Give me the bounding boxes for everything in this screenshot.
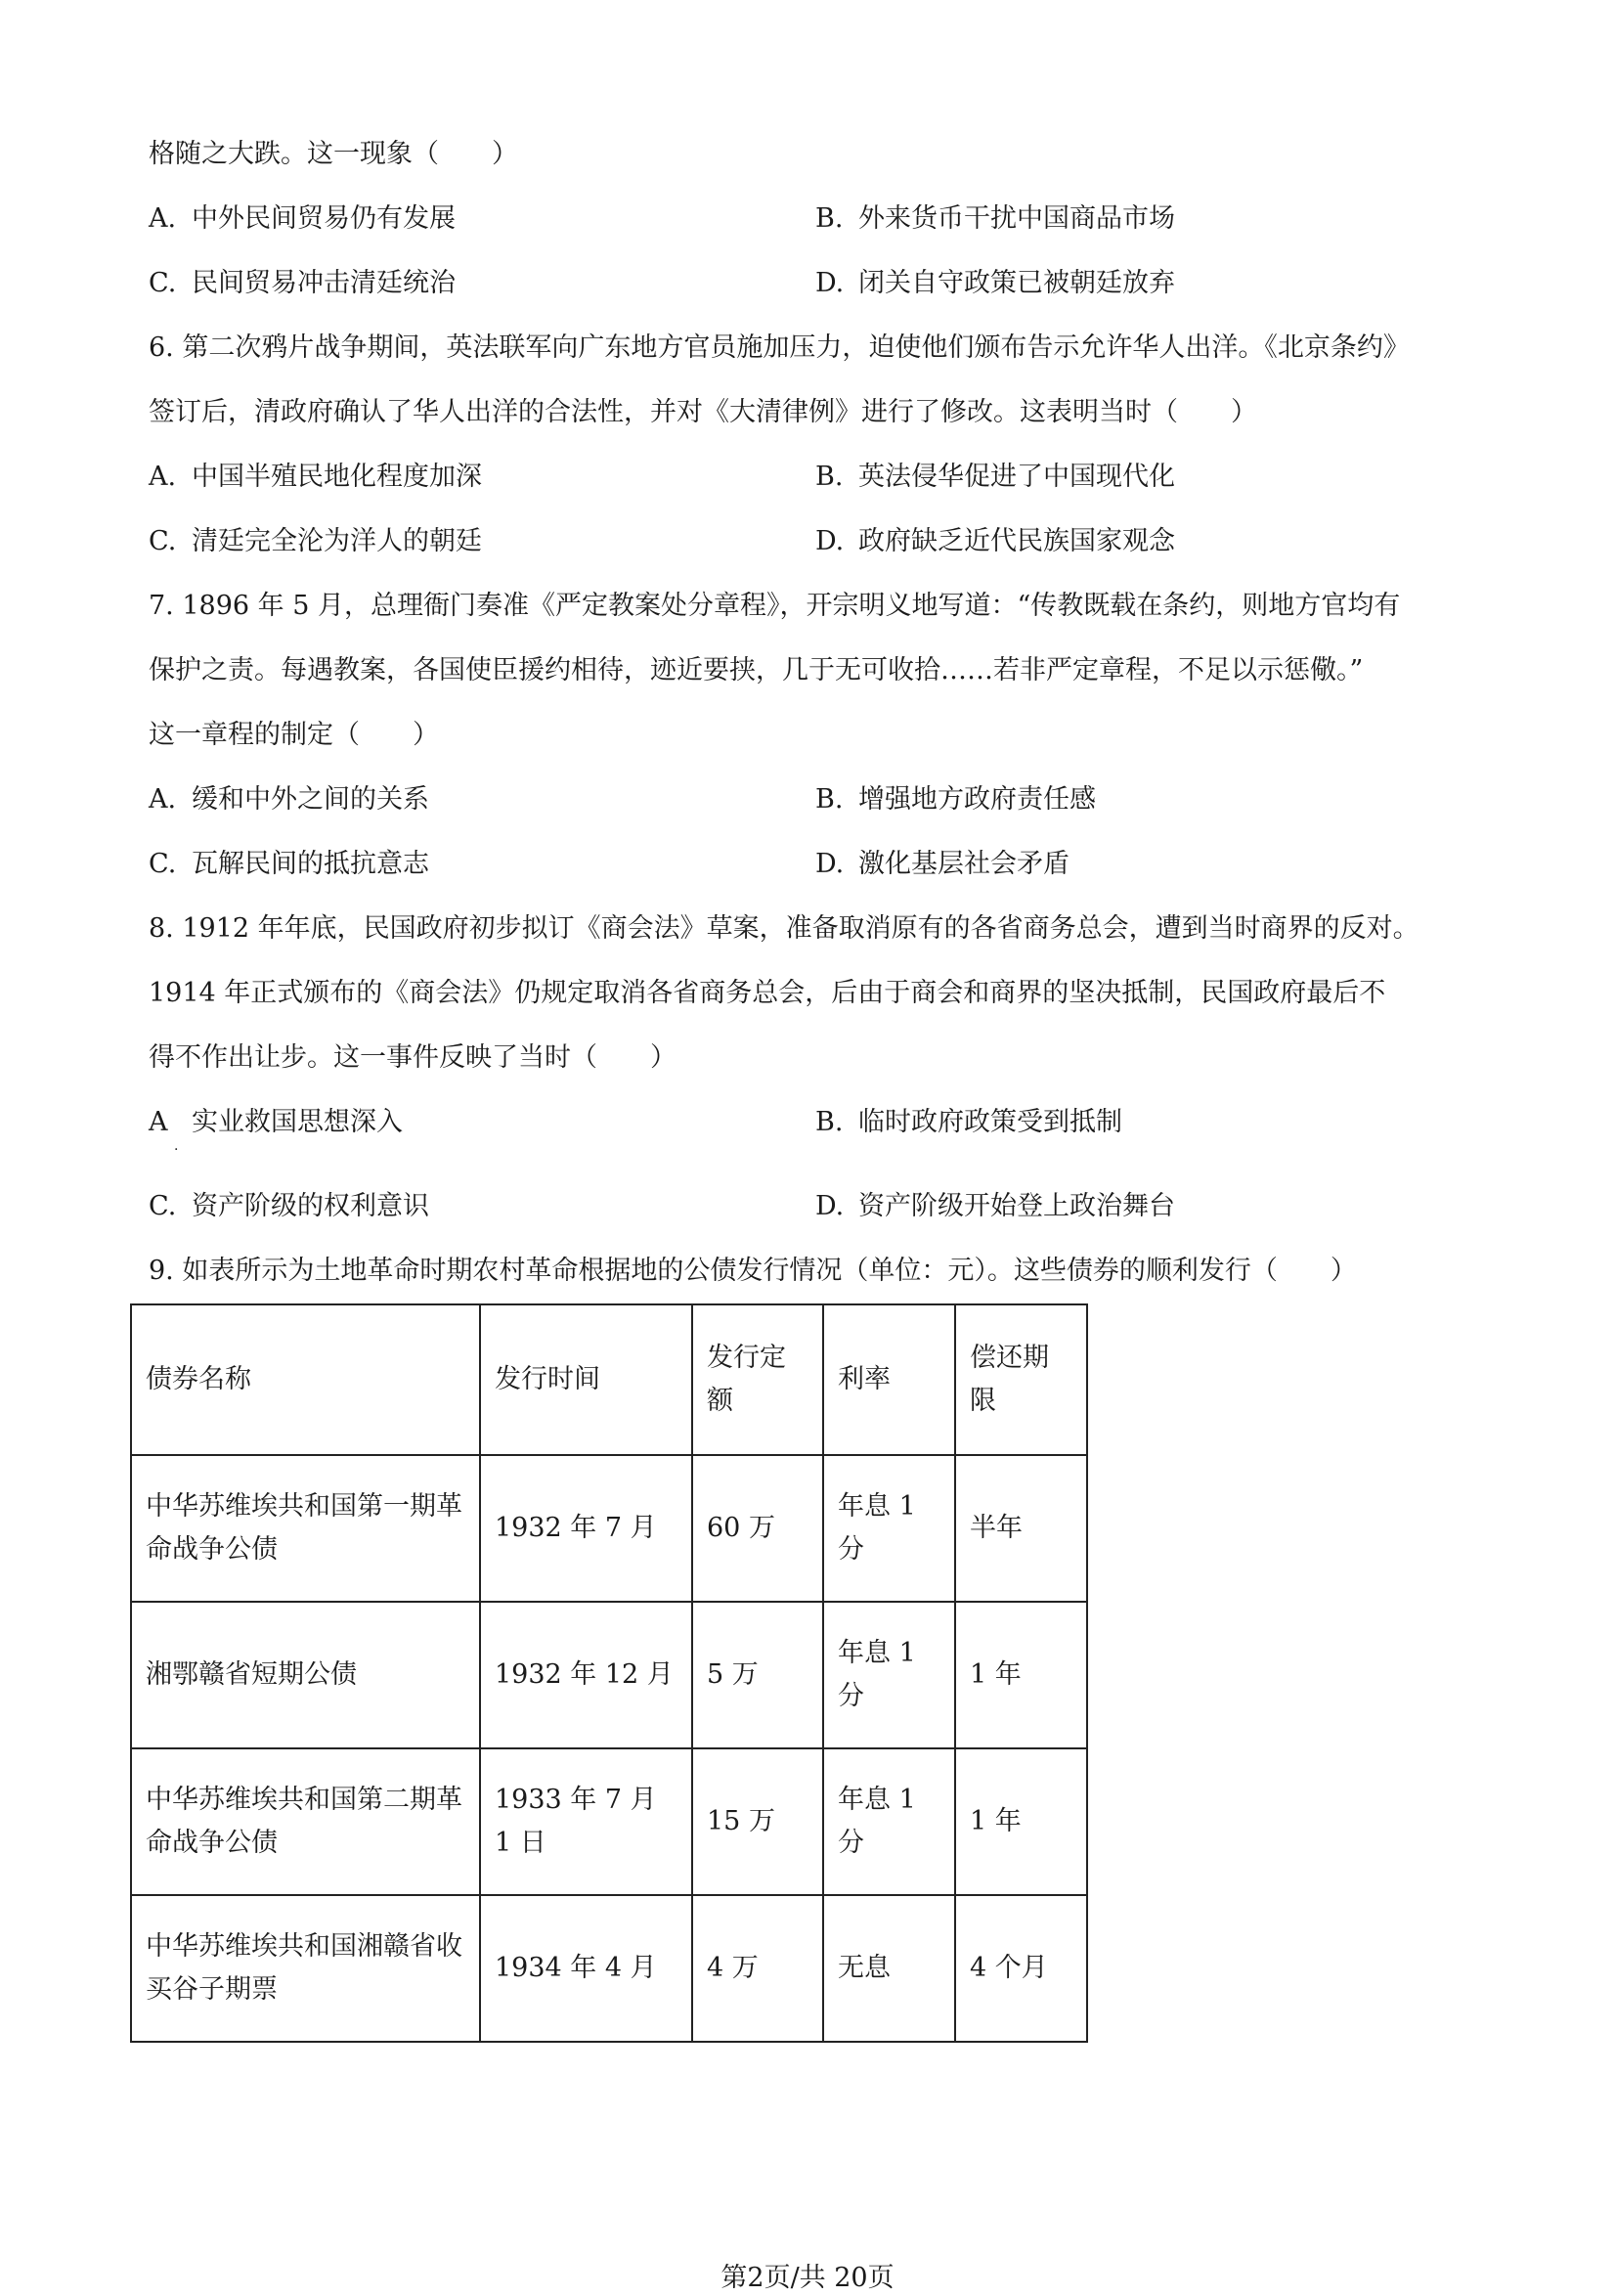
q7-stem-line-1: 7. 1896 年 5 月，总理衙门奏准《严定教案处分章程》，开宗明义地写道：“传教既载在条约，则地方官均有 (149, 591, 1401, 621)
q7-option-a: A. 缓和中外之间的关系 (149, 784, 429, 815)
q6-option-d: D. 政府缺乏近代民族国家观念 (815, 526, 1175, 556)
table-cell: 1932 年 12 月 (480, 1602, 692, 1748)
continued-question-line: 格随之大跌。这一现象（ ） (149, 139, 518, 169)
q8-option-c: C. 资产阶级的权利意识 (149, 1191, 429, 1221)
table-row (131, 1748, 1087, 1895)
table-cell: 中华苏维埃共和国第二期革命战争公债 (131, 1748, 480, 1895)
table-cell: 5 万 (692, 1602, 823, 1748)
q6-option-a: A. 中国半殖民地化程度加深 (149, 462, 482, 492)
q8-stem-line-3: 得不作出让步。这一事件反映了当时（ ） (149, 1042, 677, 1073)
q9-stem: 9. 如表所示为土地革命时期农村革命根据地的公债发行情况（单位：元）。这些债券的顺利发行（ ） (149, 1256, 1357, 1286)
q6-stem-line-1: 6. 第二次鸦片战争期间，英法联军向广东地方官员施加压力，迫使他们颁布告示允许华人出洋。《北京条约》 (149, 332, 1410, 363)
table-header-cell: 债券名称 (131, 1304, 480, 1455)
table-cell: 4 个月 (955, 1895, 1087, 2042)
table-header-cell: 偿还期限 (955, 1304, 1087, 1455)
q8-stem-line-1: 8. 1912 年年底，民国政府初步拟订《商会法》草案，准备取消原有的各省商务总会，遭到当时商界的反对。 (149, 913, 1419, 944)
table-cell: 1 年 (955, 1602, 1087, 1748)
q6-option-c: C. 清廷完全沦为洋人的朝廷 (149, 526, 482, 556)
stray-dot-mark: · (174, 1142, 179, 1158)
q8-option-d: D. 资产阶级开始登上政治舞台 (815, 1191, 1175, 1221)
table-cell: 中华苏维埃共和国湘赣省收买谷子期票 (131, 1895, 480, 2042)
q5-option-c: C. 民间贸易冲击清廷统治 (149, 268, 456, 298)
table-row (131, 1602, 1087, 1748)
q5-option-d: D. 闭关自守政策已被朝廷放弃 (815, 268, 1175, 298)
q5-option-a: A. 中外民间贸易仍有发展 (149, 203, 456, 234)
table-cell: 无息 (823, 1895, 955, 2042)
table-header-row (131, 1304, 1087, 1455)
table-cell: 1 年 (955, 1748, 1087, 1895)
table-header-cell: 发行时间 (480, 1304, 692, 1455)
table-cell: 年息 1 分 (823, 1455, 955, 1602)
table-cell: 60 万 (692, 1455, 823, 1602)
page-footer: 第2页/共 20页 (720, 2263, 895, 2293)
table-cell: 年息 1 分 (823, 1748, 955, 1895)
table-header-cell: 发行定额 (692, 1304, 823, 1455)
q7-option-d: D. 激化基层社会矛盾 (815, 849, 1069, 879)
table-cell: 15 万 (692, 1748, 823, 1895)
table-row (131, 1455, 1087, 1602)
q6-option-b: B. 英法侵华促进了中国现代化 (815, 462, 1175, 492)
q5-option-b: B. 外来货币干扰中国商品市场 (815, 203, 1175, 234)
table-cell: 1933 年 7 月 1 日 (480, 1748, 692, 1895)
q8-option-b: B. 临时政府政策受到抵制 (815, 1107, 1122, 1137)
table-cell: 1934 年 4 月 (480, 1895, 692, 2042)
table-header-cell: 利率 (823, 1304, 955, 1455)
q7-option-c: C. 瓦解民间的抵抗意志 (149, 849, 429, 879)
q8-stem-line-2: 1914 年正式颁布的《商会法》仍规定取消各省商务总会，后由于商会和商界的坚决抵制，民国政府最后不 (149, 978, 1386, 1008)
table-cell: 年息 1 分 (823, 1602, 955, 1748)
q7-option-b: B. 增强地方政府责任感 (815, 784, 1096, 815)
q7-stem-line-3: 这一章程的制定（ ） (149, 720, 439, 750)
table-cell: 湘鄂赣省短期公债 (131, 1602, 480, 1748)
table-cell: 4 万 (692, 1895, 823, 2042)
q7-stem-line-2: 保护之责。每遇教案，各国使臣援约相待，迹近要挟，几于无可收拾……若非严定章程，不足以示惩儆。” (149, 655, 1364, 685)
table-cell: 半年 (955, 1455, 1087, 1602)
q8-option-a: A 实业救国思想深入 (149, 1107, 403, 1137)
table-cell: 中华苏维埃共和国第一期革命战争公债 (131, 1455, 480, 1602)
table-cell: 1932 年 7 月 (480, 1455, 692, 1602)
bond-issuance-table (130, 1303, 1088, 2043)
table-row (131, 1895, 1087, 2042)
q6-stem-line-2: 签订后，清政府确认了华人出洋的合法性，并对《大清律例》进行了修改。这表明当时（ ） (149, 397, 1257, 427)
